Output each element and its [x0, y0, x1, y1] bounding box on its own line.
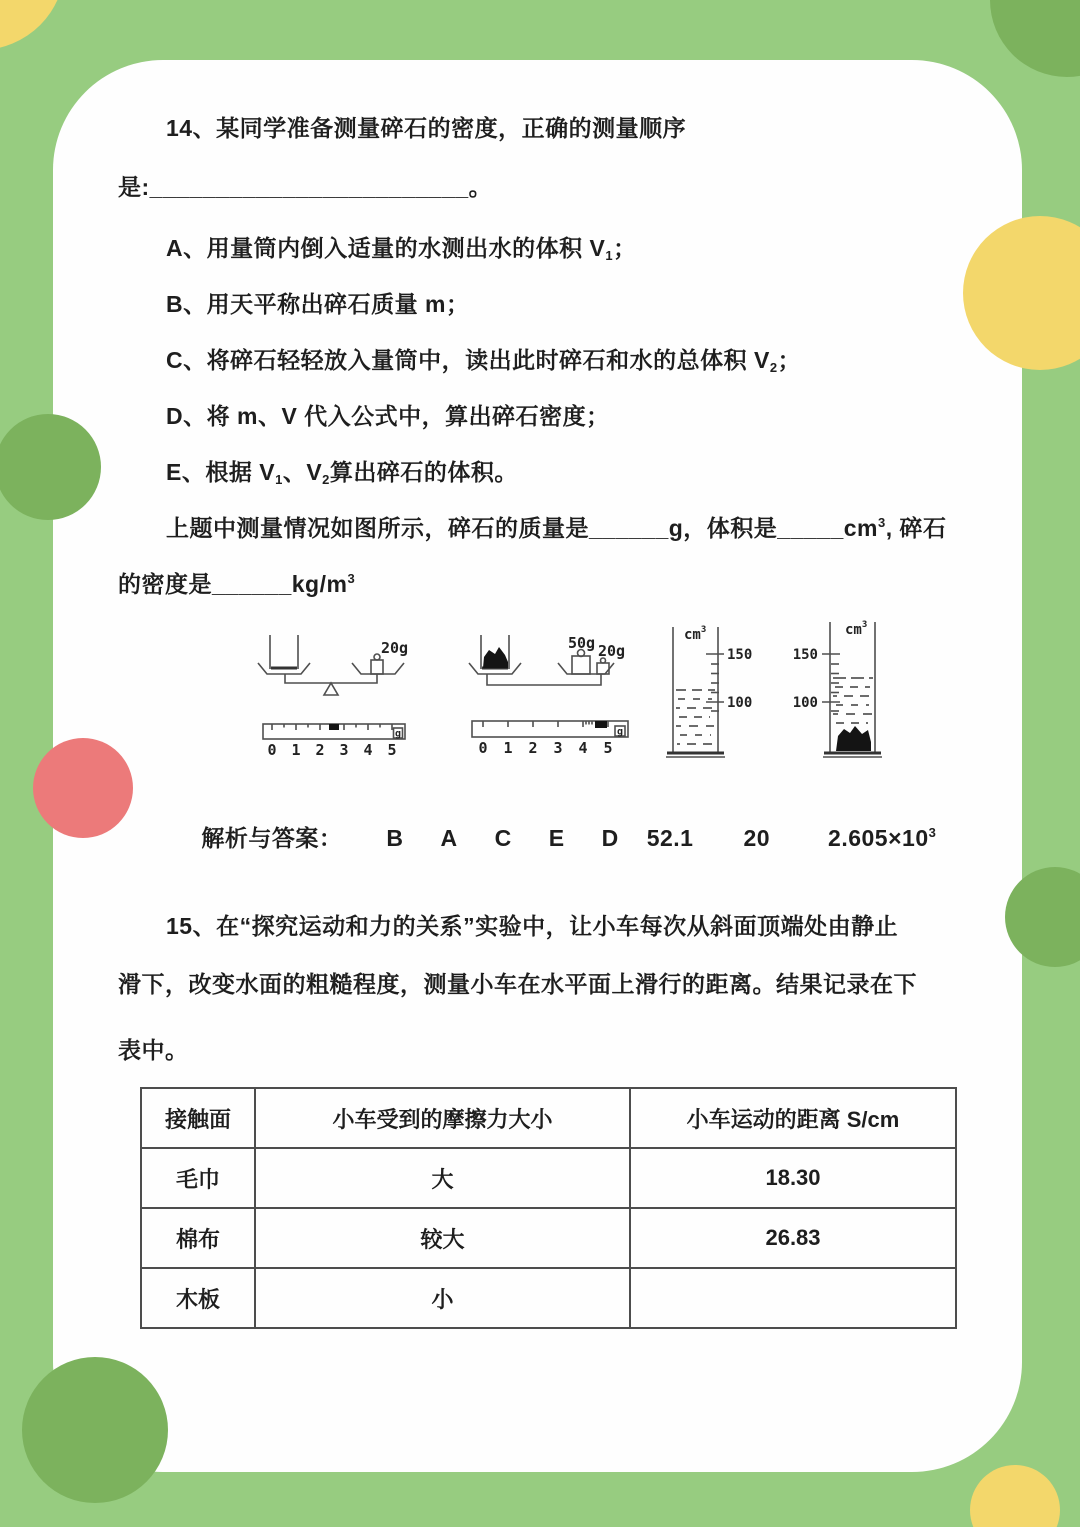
svg-text:2: 2	[528, 739, 538, 757]
svg-text:3: 3	[553, 739, 563, 757]
balance-left	[258, 635, 408, 695]
q14-option-e: E、根据 $V_1$、$V_2$算出碎石的体积。	[166, 459, 518, 487]
table-header-row	[141, 1088, 956, 1148]
table-row	[141, 1268, 956, 1328]
rider-scale-right	[472, 721, 628, 757]
cylinder1-unit-label: $cm^3$	[684, 625, 707, 643]
table-cell: 棉布	[141, 1208, 255, 1268]
svg-text:2: 2	[315, 741, 325, 759]
answer-item: B	[386, 825, 404, 851]
crushed-stone-on-pan	[483, 647, 508, 668]
table-cell: 木板	[141, 1268, 255, 1328]
table-cell: 毛巾	[141, 1148, 255, 1208]
balance-and-cylinder-diagram	[250, 612, 950, 777]
answer-item: C	[494, 825, 512, 851]
svg-text:0: 0	[478, 739, 488, 757]
answer-label: 解析与答案：	[201, 825, 343, 851]
table-header-distance: 小车运动的距离 S/cm	[630, 1088, 956, 1148]
svg-text:3: 3	[339, 741, 349, 759]
table-cell: 小	[255, 1268, 630, 1328]
rider-right	[595, 721, 607, 728]
answer-item: 52.1	[646, 825, 694, 851]
water-level-2	[833, 678, 873, 723]
rider-left	[329, 724, 339, 730]
cylinder2-unit-label: $cm^3$	[845, 620, 868, 638]
svg-text:1: 1	[291, 741, 301, 759]
q15-line2: 滑下，改变水面的粗糙程度，测量小车在水平面上滑行的距离。结果记录在下	[118, 971, 917, 997]
ruler-unit-left: g	[394, 728, 402, 740]
table-cell: 18.30	[630, 1148, 956, 1208]
svg-text:4: 4	[363, 741, 373, 759]
answer-item: A	[440, 825, 458, 851]
weight-label-20g-left: 20g	[381, 639, 409, 657]
table-body	[141, 1148, 956, 1328]
cylinder2-100-label: 100	[792, 695, 818, 711]
q15-line1: 15、在“探究运动和力的关系”实验中，让小车每次从斜面顶端处由静止	[166, 913, 899, 939]
table-cell	[630, 1268, 956, 1328]
q14-option-c: C、将碎石轻轻放入量筒中，读出此时碎石和水的总体积 $V_2$；	[166, 347, 802, 375]
cylinder1-100-label: 100	[727, 695, 753, 711]
q14-measure-line1: 上题中测量情况如图所示，碎石的质量是______g，体积是$\_\_\_\_\_cm^3$, 碎石	[166, 515, 947, 541]
experiment-figure	[250, 612, 950, 777]
answer-item: D	[601, 825, 619, 851]
table-header-surface: 接触面	[141, 1088, 255, 1148]
q15-line3: 表中。	[118, 1037, 189, 1063]
svg-text:4: 4	[578, 739, 588, 757]
q14-option-a: A、用量筒内倒入适量的水测出水的体积 $V_1$；	[166, 235, 637, 263]
weight-label-50g: 50g	[568, 634, 596, 652]
graduated-cylinder-water-stone	[793, 620, 882, 757]
graduated-cylinder-water	[666, 625, 752, 757]
q14-measure-line2: 的密度是$\_\_\_\_\_\_kg/m^3$	[118, 571, 356, 597]
answer-line	[160, 793, 936, 880]
table-header-friction: 小车受到的摩擦力大小	[255, 1088, 630, 1148]
q14-intro-line1: 14、某同学准备测量碎石的密度，正确的测量顺序	[166, 115, 687, 141]
answer-item: 20	[743, 825, 771, 851]
cylinder1-150-label: 150	[727, 647, 753, 663]
q14-option-b: B、用天平称出碎石质量 m；	[166, 291, 470, 317]
table-cell: 较大	[255, 1208, 630, 1268]
q14-option-d: D、将 m、V 代入公式中，算出碎石密度；	[166, 403, 610, 429]
table-cell: 大	[255, 1148, 630, 1208]
answer-density-value: $2.605\times 10^3$	[828, 825, 937, 851]
answer-items	[386, 825, 828, 851]
weight-label-20g-right: 20g	[598, 642, 626, 660]
rider-scale-left	[263, 724, 405, 759]
svg-text:5: 5	[387, 741, 397, 759]
table-row	[141, 1208, 956, 1268]
svg-text:5: 5	[603, 739, 613, 757]
table-row	[141, 1148, 956, 1208]
svg-text:1: 1	[503, 739, 513, 757]
svg-text:0: 0	[267, 741, 277, 759]
table-cell: 26.83	[630, 1208, 956, 1268]
water-level-1	[676, 690, 715, 744]
cylinder2-150-label: 150	[792, 647, 818, 663]
q14-intro-line2-blank: 是:________________________。	[118, 174, 493, 200]
balance-right	[469, 634, 625, 685]
answer-item: E	[548, 825, 565, 851]
ruler-unit-right: g	[616, 726, 624, 738]
friction-table	[140, 1087, 957, 1329]
crushed-stone-in-cylinder	[836, 726, 871, 751]
